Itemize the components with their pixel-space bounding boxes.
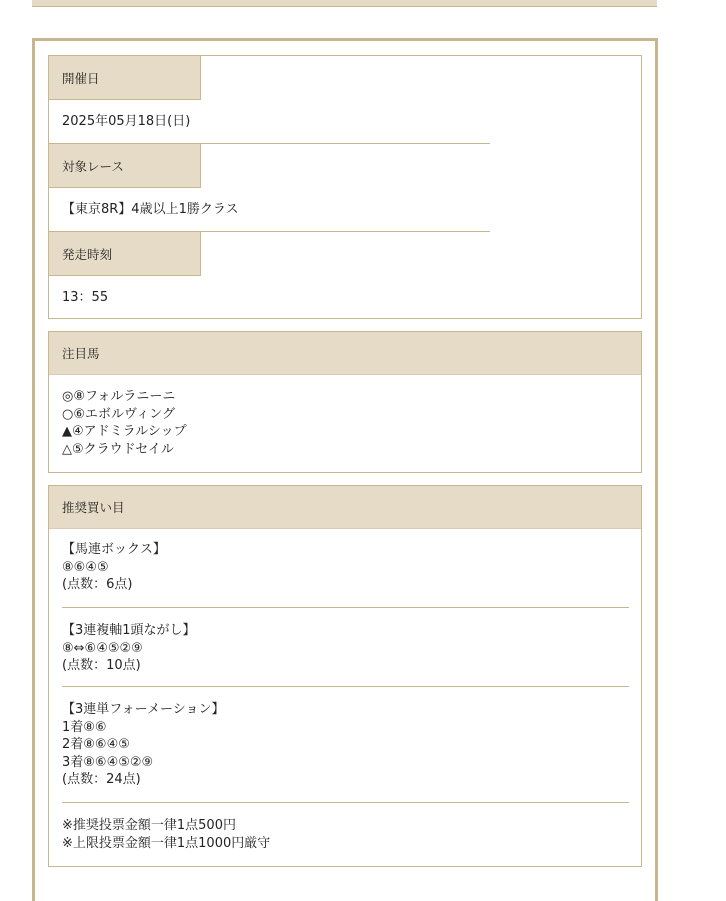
- bet-line: 3着⑧⑥④⑤②⑨: [62, 754, 154, 770]
- note-line: ※推奨投票金額一律1点500円: [62, 818, 236, 833]
- featured-horses-label: 注目馬: [49, 332, 641, 375]
- bet-group: [49, 608, 641, 686]
- time-label: 発走時刻: [49, 232, 201, 276]
- featured-horses-box: [48, 331, 642, 473]
- bet-line: 2着⑧⑥④⑤: [62, 737, 130, 752]
- bet-line: (点数：6点): [62, 577, 133, 592]
- bet-line: ⑧⑥④⑤: [62, 559, 109, 575]
- horse-item: ○⑥エボルヴィング: [62, 406, 175, 422]
- bet-notes: [49, 803, 641, 852]
- top-banner-bar: [32, 0, 657, 7]
- horse-item: ▲④アドミラルシップ: [62, 424, 187, 439]
- race-label: 対象レース: [49, 144, 201, 188]
- bet-group: [49, 529, 641, 607]
- bet-line: 【3連単フォーメーション】: [62, 702, 225, 717]
- bet-line: 【3連複軸1頭ながし】: [62, 623, 196, 638]
- prediction-panel: [32, 38, 658, 901]
- bet-line: ⑧⇔⑥④⑤②⑨: [62, 640, 143, 656]
- race-info-box: [48, 55, 642, 319]
- recommended-bets-label: 推奨買い目: [49, 486, 641, 529]
- recommended-bets-box: [48, 485, 642, 867]
- bet-line: (点数：10点): [62, 658, 141, 673]
- time-value: 13：55: [62, 290, 109, 305]
- bet-line: 1着⑧⑥: [62, 719, 107, 735]
- bet-line: (点数：24点): [62, 772, 141, 787]
- date-label: 開催日: [49, 56, 201, 100]
- note-line: ※上限投票金額一律1点1000円厳守: [62, 835, 271, 851]
- horse-item: ◎⑧フォルラニーニ: [62, 389, 176, 404]
- race-value: 【東京8R】4歳以上1勝クラス: [62, 202, 239, 217]
- date-value: 2025年05月18日(日): [62, 114, 191, 129]
- featured-horses-list: [49, 375, 641, 458]
- bet-group: [49, 687, 641, 802]
- horse-item: △⑤クラウドセイル: [62, 441, 174, 457]
- bet-line: 【馬連ボックス】: [62, 542, 166, 557]
